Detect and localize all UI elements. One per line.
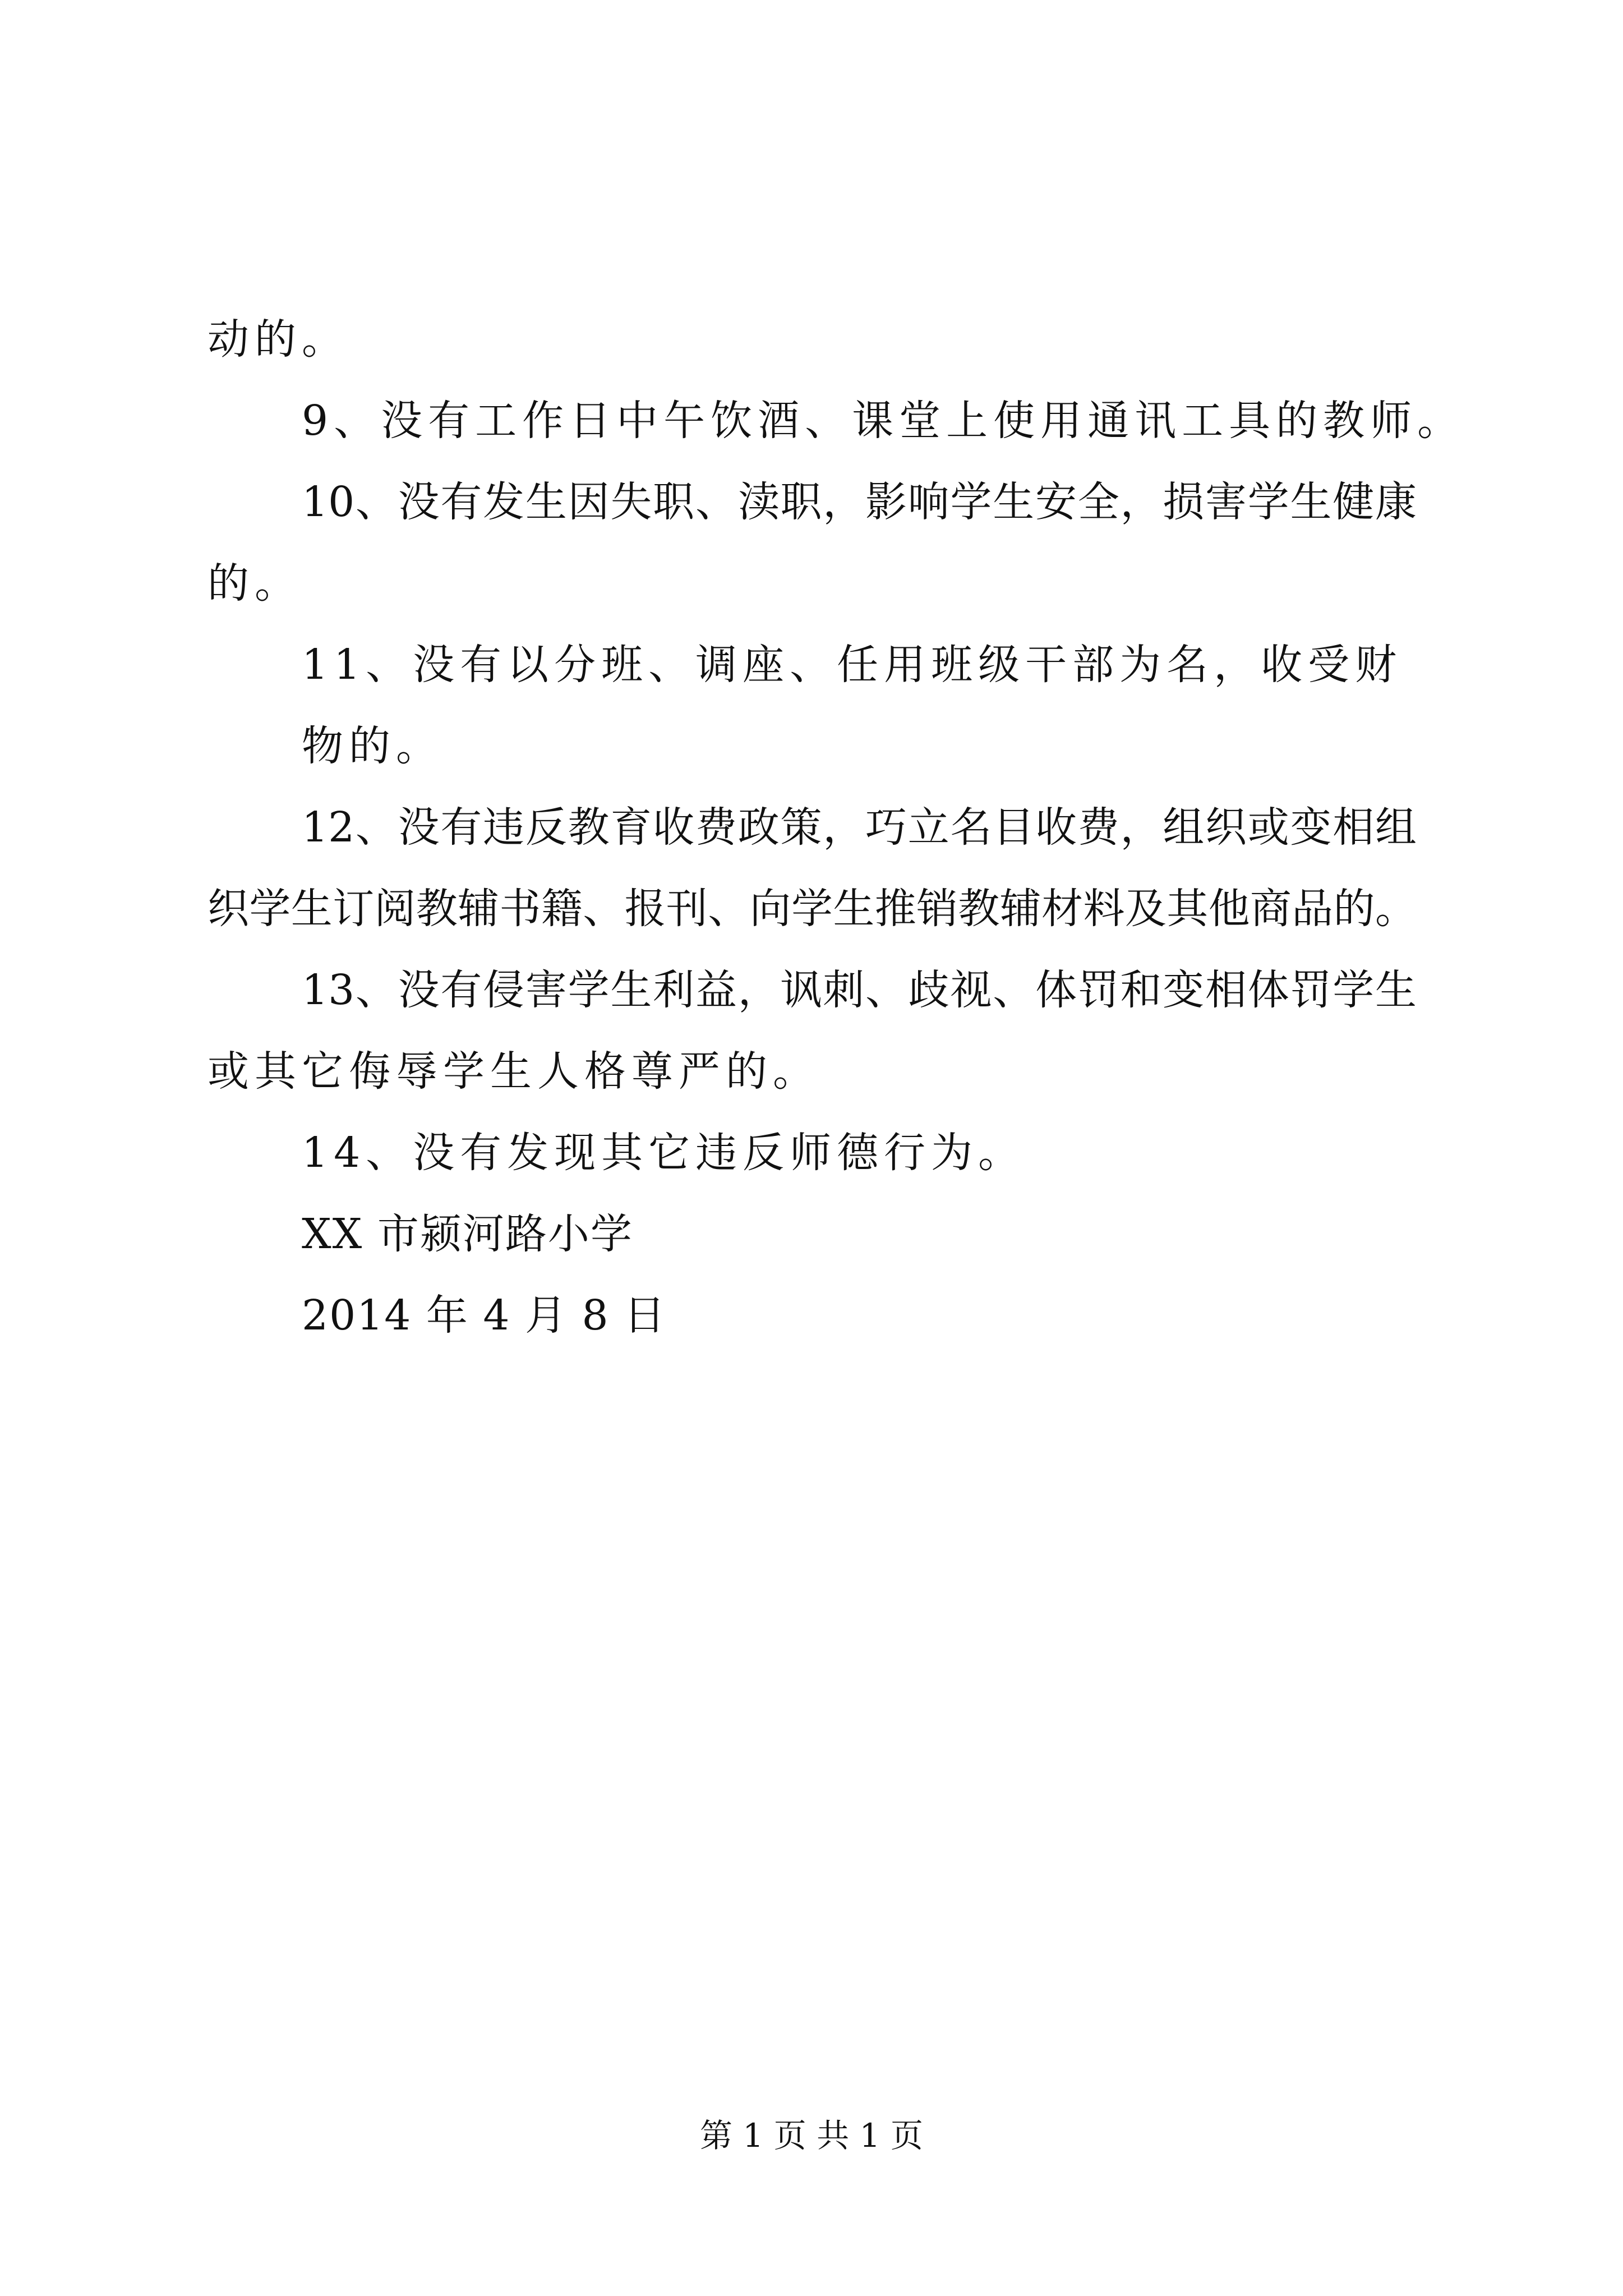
page-number-footer: 第 1 页 共 1 页: [700, 2116, 923, 2155]
document-date: 2014 年 4 月 8 日: [302, 1291, 667, 1340]
text-line: 物的。: [302, 722, 443, 770]
text-line: 织学生订阅教辅书籍、报刊、向学生推销教辅材料及其他商品的。: [208, 885, 1417, 933]
text-line: 11、没有以分班、调座、任用班级干部为名，收受财: [302, 641, 1403, 689]
text-line: 动的。: [208, 315, 349, 364]
text-line: 13、没有侵害学生利益，讽刺、歧视、体罚和变相体罚学生: [302, 966, 1417, 1014]
school-name: XX 市颍河路小学: [302, 1210, 633, 1258]
text-line: 10、没有发生因失职、渎职，影响学生安全，损害学生健康: [302, 478, 1417, 526]
text-line: 14、没有发现其它违反师德行为。: [302, 1129, 1026, 1177]
text-line: 的。: [208, 559, 302, 608]
text-line: 或其它侮辱学生人格尊严的。: [208, 1047, 820, 1096]
text-line: 9、没有工作日中午饮酒、课堂上使用通讯工具的教师。: [302, 397, 1465, 445]
text-line: 12、没有违反教育收费政策，巧立名目收费，组织或变相组: [302, 803, 1417, 852]
